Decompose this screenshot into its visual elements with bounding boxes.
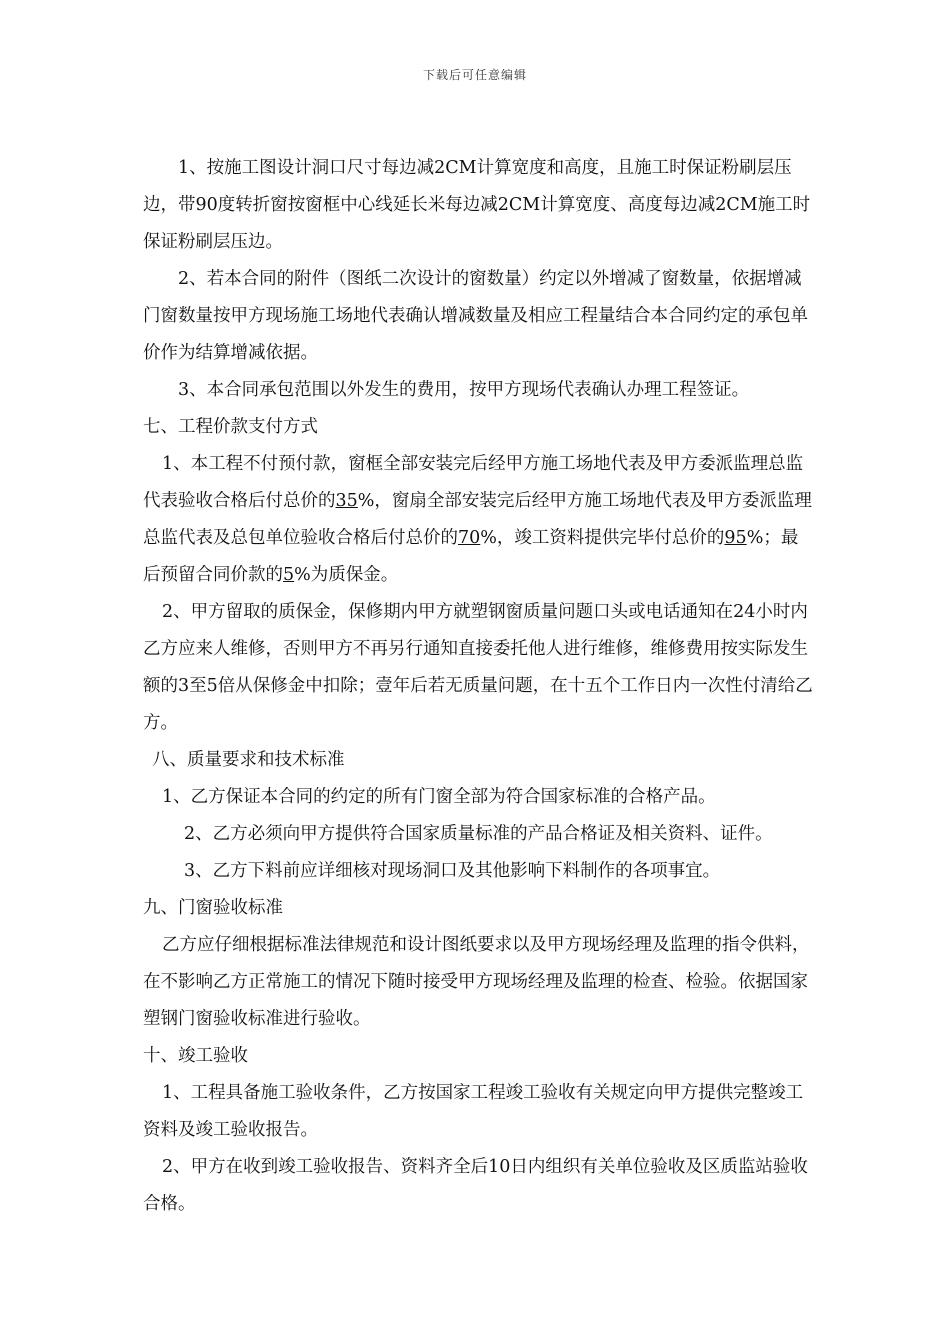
payment-text-c: %，竣工资料提供完毕付总价的 (480, 528, 725, 548)
payment-percent-5: 5 (283, 565, 295, 585)
paragraph-warranty-deposit: 2、甲方留取的质保金，保修期内甲方就塑钢窗质量问题口头或电话通知在24小时内乙方应来人维修，否则甲方不再另行通知直接委托他人进行维修，维修费用按实际发生额的3至5倍从保修金中扣除；壹年后若无质量问题，在十五个工作日内一次性付清给乙方。 (143, 602, 813, 733)
paragraph-payment-terms (143, 446, 813, 594)
paragraph-completion-1: 1、工程具备施工验收条件，乙方按国家工程竣工验收有关规定向甲方提供完整竣工资料及竣工验收报告。 (143, 1083, 804, 1140)
section-heading-acceptance-standard: 九、门窗验收标准 (143, 898, 283, 918)
payment-percent-95: 95 (724, 528, 747, 548)
paragraph-quality-1: 1、乙方保证本合同的约定的所有门窗全部为符合国家标准的合格产品。 (162, 787, 716, 807)
paragraph-completion-2: 2、甲方在收到竣工验收报告、资料齐全后10日内组织有关单位验收及区质监站验收合格。 (143, 1157, 808, 1214)
payment-text-b: %，窗扇全部安装完后经甲方施工场地代表及甲方委派监理总监代表及总包单位验收合格后付总价的 (143, 491, 812, 548)
payment-percent-35: 35 (335, 491, 358, 511)
page-header: 下载后可任意编辑 (422, 68, 527, 82)
paragraph-quality-3: 3、乙方下料前应详细核对现场洞口及其他影响下料制作的各项事宜。 (184, 861, 721, 881)
section-heading-completion: 十、竣工验收 (143, 1046, 248, 1066)
payment-percent-70: 70 (458, 528, 481, 548)
payment-text-e: %为质保金。 (294, 565, 399, 585)
paragraph-window-quantity-change: 2、若本合同的附件（图纸二次设计的窗数量）约定以外增减了窗数量，依据增减门窗数量按甲方现场施工场地代表确认增减数量及相应工程量结合本合同约定的承包单价作为结算增减依据。 (143, 269, 808, 363)
section-heading-payment: 七、工程价款支付方式 (143, 417, 318, 437)
payment-text-d: %；最后预留合同价款的 (143, 528, 799, 585)
section-heading-quality: 八、质量要求和技术标准 (152, 750, 345, 770)
document-body (143, 150, 813, 1223)
paragraph-width-calculation: 1、按施工图设计洞口尺寸每边减2CM计算宽度和高度，且施工时保证粉刷层压边，带90度转折窗按窗框中心线延长米每边减2CM计算宽度、高度每边减2CM施工时保证粉刷层压边。 (143, 158, 811, 252)
paragraph-quality-2: 2、乙方必须向甲方提供符合国家质量标准的产品合格证及相关资料、证件。 (184, 824, 773, 844)
paragraph-extra-costs: 3、本合同承包范围以外发生的费用，按甲方现场代表确认办理工程签证。 (178, 380, 750, 400)
paragraph-acceptance-standard: 乙方应仔细根据标准法律规范和设计图纸要求以及甲方现场经理及监理的指令供料，在不影响乙方正常施工的情况下随时接受甲方现场经理及监理的检查、检验。依据国家塑钢门窗验收标准进行验收。 (143, 935, 810, 1029)
payment-text-a: 1、本工程不付预付款，窗框全部安装完后经甲方施工场地代表及甲方委派监理总监代表验收合格后付总价的 (143, 454, 804, 511)
